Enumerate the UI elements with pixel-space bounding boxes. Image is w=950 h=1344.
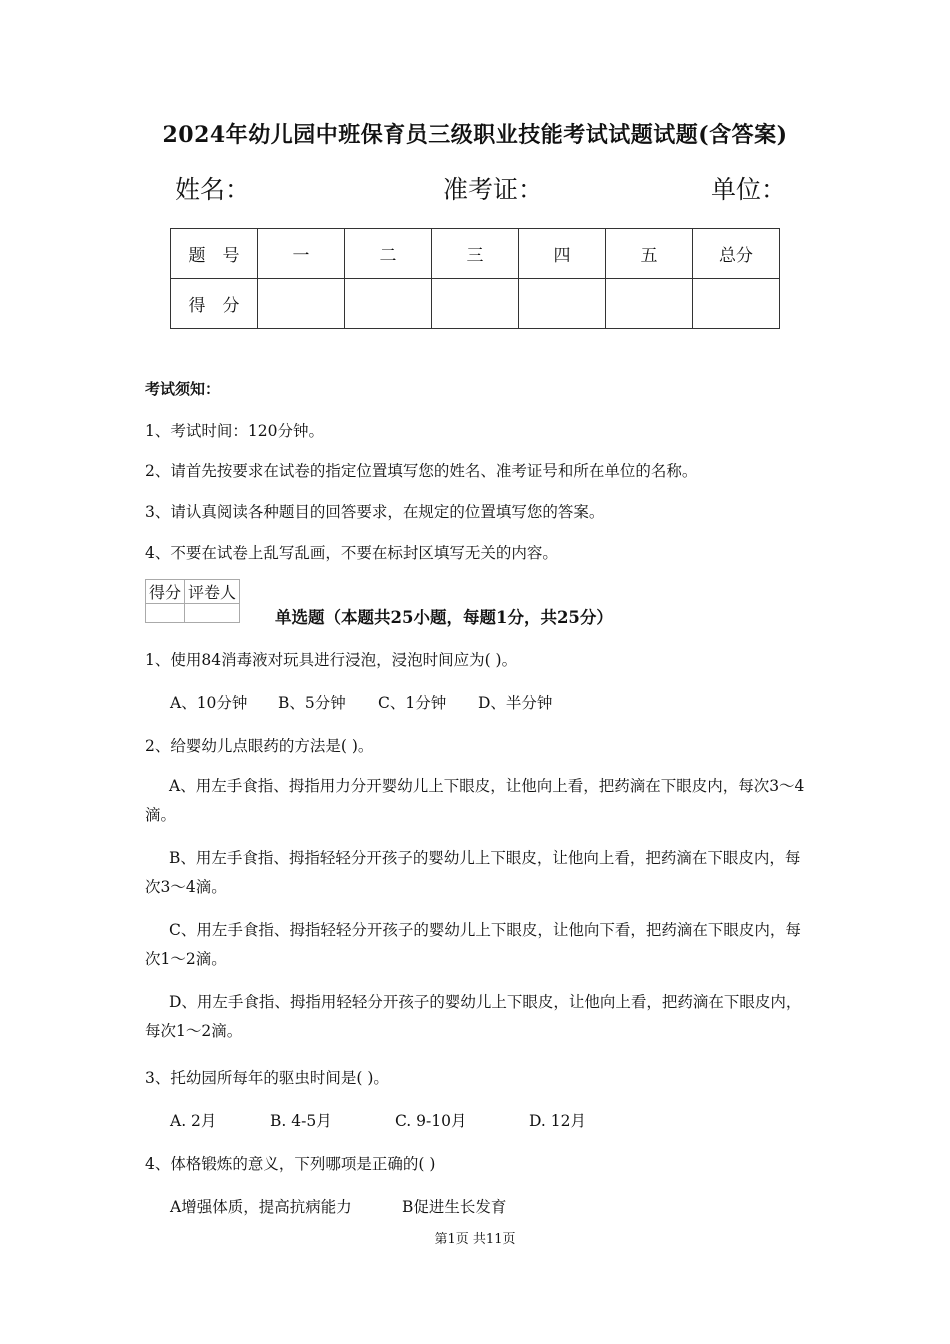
question-stem: 3、托幼园所每年的驱虫时间是( )。 [145, 1069, 389, 1087]
score-input-cell[interactable] [606, 279, 693, 329]
grader-table [145, 579, 240, 623]
score-input-cell[interactable] [693, 279, 780, 329]
score-table-cell: 三 [432, 229, 519, 279]
exam-id-field-label: 准考证： [443, 175, 544, 204]
option-a[interactable]: A、10分钟 [170, 694, 248, 712]
score-table-cell: 题 号 [171, 229, 258, 279]
option-c[interactable]: C、1分钟 [378, 694, 447, 712]
option-d[interactable]: D、半分钟 [478, 694, 553, 712]
option-b[interactable]: B. 4-5月 [270, 1112, 332, 1130]
option-d[interactable]: D、用左手食指、拇指用轻轻分开孩子的婴幼儿上下眼皮，让他向上看，把药滴在下眼皮内，每次1～2滴。 [145, 993, 802, 1040]
option-b[interactable]: B促进生长发育 [402, 1198, 507, 1216]
score-input-cell[interactable] [345, 279, 432, 329]
notice-item: 3、请认真阅读各种题目的回答要求，在规定的位置填写您的答案。 [145, 503, 605, 521]
option-c[interactable]: C. 9-10月 [395, 1112, 467, 1130]
score-input-cell[interactable] [519, 279, 606, 329]
score-table-cell: 五 [606, 229, 693, 279]
unit-field-label: 单位： [711, 175, 787, 204]
option-a[interactable]: A增强体质，提高抗病能力 [170, 1198, 352, 1216]
score-table-cell: 一 [258, 229, 345, 279]
grader-score-label: 得分 [146, 580, 185, 604]
score-table-cell: 二 [345, 229, 432, 279]
option-d[interactable]: D. 12月 [529, 1112, 586, 1130]
score-input-cell[interactable] [432, 279, 519, 329]
question-stem: 1、使用84消毒液对玩具进行浸泡，浸泡时间应为( )。 [145, 651, 518, 669]
page-footer: 第1页 共11页 [434, 1232, 516, 1247]
score-table-cell: 得 分 [171, 279, 258, 329]
score-table-cell: 四 [519, 229, 606, 279]
question-stem: 2、给婴幼儿点眼药的方法是( )。 [145, 737, 374, 755]
grader-reviewer-label: 评卷人 [185, 580, 240, 604]
option-c[interactable]: C、用左手食指、拇指轻轻分开孩子的婴幼儿上下眼皮，让他向下看，把药滴在下眼皮内，每次1～2滴。 [145, 921, 801, 968]
section-title: 单选题（本题共25小题，每题1分，共25分） [275, 608, 613, 627]
option-b[interactable]: B、用左手食指、拇指轻轻分开孩子的婴幼儿上下眼皮，让他向上看，把药滴在下眼皮内，每次3～4滴。 [145, 849, 801, 896]
notice-title: 考试须知： [145, 380, 221, 398]
score-table-cell: 总分 [693, 229, 780, 279]
question-options [170, 1195, 506, 1217]
name-field-label: 姓名： [175, 175, 251, 204]
question-options [170, 1109, 586, 1131]
score-input-cell[interactable] [258, 279, 345, 329]
question-stem: 4、体格锻炼的意义，下列哪项是正确的( ) [145, 1155, 436, 1173]
notice-item: 1、考试时间：120分钟。 [145, 422, 324, 440]
notice-item: 4、不要在试卷上乱写乱画，不要在标封区填写无关的内容。 [145, 544, 558, 562]
score-table [170, 228, 780, 329]
option-a[interactable]: A、用左手食指、拇指用力分开婴幼儿上下眼皮，让他向上看，把药滴在下眼皮内，每次3～4滴。 [145, 777, 805, 824]
grader-score-cell[interactable] [146, 604, 185, 623]
score-table-header-row [171, 229, 780, 279]
question-options [170, 691, 552, 713]
option-b[interactable]: B、5分钟 [278, 694, 346, 712]
grader-reviewer-cell[interactable] [185, 604, 240, 623]
score-table-score-row [171, 279, 780, 329]
page-title: 2024年幼儿园中班保育员三级职业技能考试试题试题(含答案) [162, 122, 788, 148]
option-a[interactable]: A. 2月 [170, 1112, 217, 1130]
notice-item: 2、请首先按要求在试卷的指定位置填写您的姓名、准考证号和所在单位的名称。 [145, 462, 698, 480]
